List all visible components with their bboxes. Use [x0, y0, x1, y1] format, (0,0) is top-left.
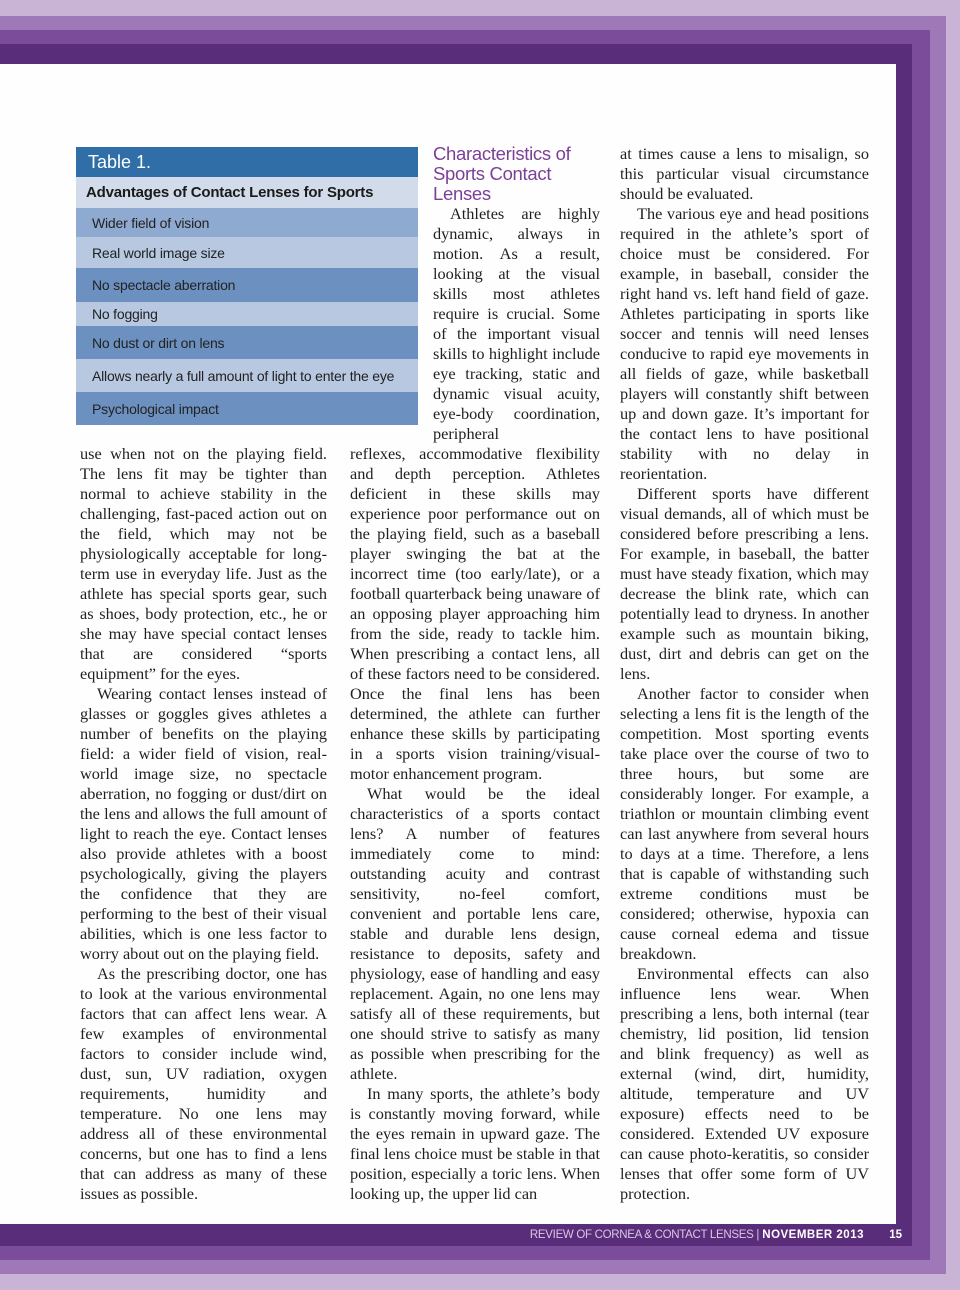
- paragraph: In many sports, the athlete’s body is constantly moving forward, while the eyes remain in upward gaze. The final lens choice must be stable in that position, especially a toric lens. When looking up, the upper lid can: [350, 1084, 600, 1203]
- left-column: [80, 444, 327, 1204]
- middle-column: [350, 444, 600, 1204]
- page-number: 15: [889, 1229, 902, 1241]
- table-row: Real world image size: [76, 237, 418, 268]
- paragraph: reflexes, accommodative flexibility and depth perception. Athletes deficient in these skills may experience poor performance out on the playing field, such as a baseball player swinging the bat at the incorrect time (too early/late), or a football quarterback being unaware of an opposing player approaching him from the side, ready to tackle him. When prescribing a contact lens, all of these factors need to be considered. Once the final lens has been determined, the athlete can further enhance these skills by participating in a sports vision training/visual-motor enhancement program.: [350, 444, 600, 783]
- table-title: Table 1.: [76, 147, 418, 177]
- table-row: No spectacle aberration: [76, 268, 418, 302]
- paragraph: Different sports have different visual demands, all of which must be considered before prescribing a lens. For example, in baseball, the batter must have steady fixation, which may decrease the blink rate, which can potentially lead to dryness. In another example such as mountain biking, dust, dirt and debris can get on the lens.: [620, 484, 869, 683]
- paragraph: Wearing contact lenses instead of glasses or goggles gives athletes a number of benefits on the playing field: a wider field of vision, real-world image size, no spectacle aberration, no fogging or dust/dirt on the lens and allows the full amount of light to reach the eye. Contact lenses also provide athletes with a boost psychologically, giving the players the confidence that they are performing to the best of their visual abilities, which is one less factor to worry about out on the playing field.: [80, 684, 327, 963]
- issue-date: NOVEMBER 2013: [762, 1229, 864, 1241]
- table-row: No fogging: [76, 302, 418, 326]
- paragraph: The various eye and head positions required in the athlete’s sport of choice must be considered. For example, in baseball, consider the right hand vs. left hand field of gaze. Athletes participating in sports like soccer and tennis will need lenses conducive to rapid eye movements in all fields of gaze, while basketball players will constantly shift between up and down gaze. It’s important for the contact lens to have positional stability with no delay in reorientation.: [620, 204, 869, 483]
- table-subtitle: Advantages of Contact Lenses for Sports: [76, 177, 418, 208]
- paragraph: use when not on the playing field. The lens fit may be tighter than normal to achieve stability in the challenging, fast-paced action out on the field, which may not be physiologically acceptable for long-term use in everyday life. Just as the athlete has special sports gear, such as shoes, body protection, etc., he or she may have special contact lenses that are considered “sports equipment” for the eyes.: [80, 444, 327, 683]
- page-footer: [530, 1226, 902, 1244]
- middle-column-top: [433, 144, 600, 444]
- right-column: [620, 144, 869, 1204]
- paragraph: What would be the ideal characteristics of a sports contact lens? A number of features immediately come to mind: outstanding acuity and contrast sensitivity, no-feel comfort, convenient and portable lens care, stable and durable lens design, resistance to deposits, safety and physiology, ease of handling and easy replacement. Again, no one lens may satisfy all of these requirements, but one should strive to satisfy as many as possible when prescribing for the athlete.: [350, 784, 600, 1083]
- table-row: Allows nearly a full amount of light to enter the eye: [76, 359, 418, 392]
- table-row: No dust or dirt on lens: [76, 326, 418, 359]
- table-row: Wider field of vision: [76, 208, 418, 237]
- section-heading: Characteristics of Sports Contact Lenses: [433, 143, 571, 204]
- paragraph: As the prescribing doctor, one has to look at the various environmental factors that can affect lens wear. A few examples of environmental factors to consider include wind, dust, sun, UV radiation, oxygen requirements, humidity and temperature. No one lens may address all of these environmental concerns, but one has to find a lens that can address as many of these issues as possible.: [80, 964, 327, 1203]
- paragraph: Another factor to consider when selecting a lens fit is the length of the competition. Most sporting events take place over the course of two to three hours, but some are considerably longer. For example, a triathlon or mountain climbing event can last anywhere from several hours to days at a time. Therefore, a lens that is capable of withstanding such extreme conditions must be considered; otherwise, hypoxia can cause corneal edema and tissue breakdown.: [620, 684, 869, 963]
- paragraph: at times cause a lens to misalign, so this particular visual circumstance should be evaluated.: [620, 144, 869, 203]
- paragraph: Athletes are highly dynamic, always in motion. As a result, looking at the visual skills most athletes require is crucial. Some of the important visual skills to highlight include eye tracking, static and dynamic visual acuity, eye-body coordination, peripheral: [433, 204, 600, 443]
- paragraph: Environmental effects can also influence lens wear. When prescribing a lens, both internal (tear chemistry, lid position, lid tension and blink frequency) as well as external (wind, dirt, humidity, altitude, temperature and UV exposure) effects need to be considered. Extended UV exposure can cause photo-keratitis, so consider lenses that offer some form of UV protection.: [620, 964, 869, 1203]
- table-row: Psychological impact: [76, 392, 418, 425]
- journal-name: REVIEW OF CORNEA & CONTACT LENSES |: [529, 1229, 760, 1241]
- table-advantages: [76, 147, 418, 425]
